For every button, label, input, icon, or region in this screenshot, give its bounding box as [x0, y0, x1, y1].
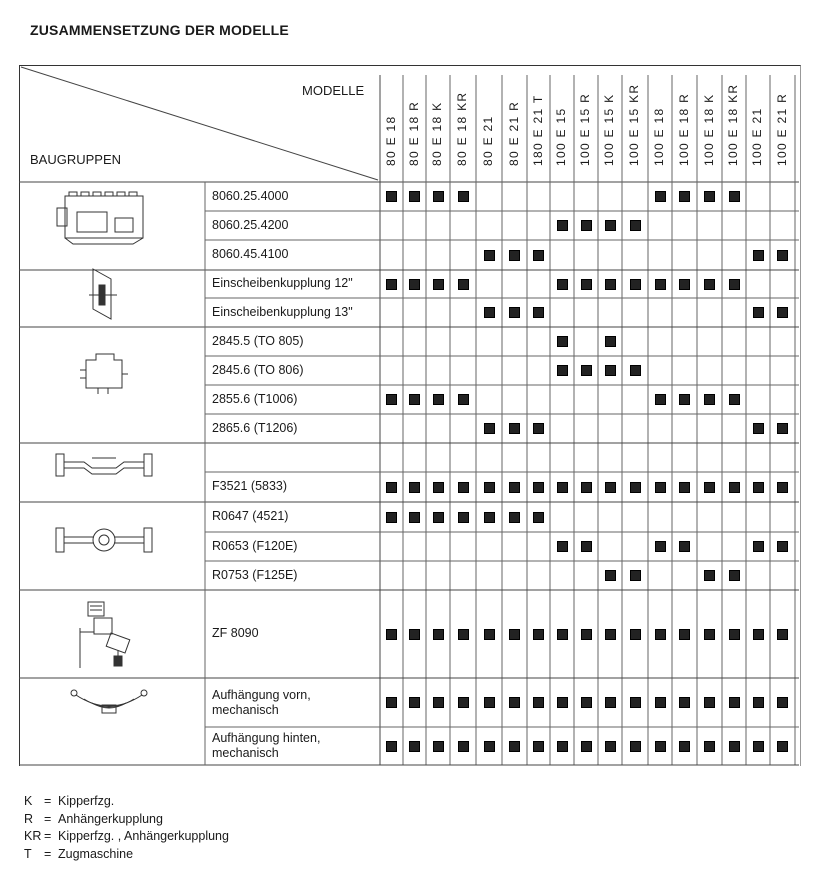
component-label: 8060.25.4000	[212, 188, 289, 203]
marker-square	[458, 629, 469, 640]
marker-square	[458, 279, 469, 290]
marker-square	[386, 191, 397, 202]
marker-square	[458, 512, 469, 523]
marker-square	[605, 365, 616, 376]
legend-equals: =	[44, 829, 52, 843]
model-header-label: 100 E 18 KR	[726, 83, 740, 166]
model-header-label: 80 E 18	[383, 115, 398, 166]
model-header-label: 180 E 21 T	[530, 94, 545, 166]
marker-square	[386, 512, 397, 523]
marker-square	[458, 741, 469, 752]
component-label: R0647 (4521)	[212, 509, 289, 523]
model-header	[770, 94, 795, 180]
marker-square	[581, 741, 592, 752]
marker-square	[704, 482, 715, 493]
marker-square	[679, 394, 690, 405]
marker-square	[704, 741, 715, 752]
component-label: Einscheibenkupplung 12"	[212, 276, 353, 290]
marker-square	[729, 697, 740, 708]
marker-square	[386, 697, 397, 708]
marker-square	[409, 394, 420, 405]
marker-square	[557, 629, 568, 640]
marker-square	[533, 629, 544, 640]
marker-square	[581, 697, 592, 708]
marker-square	[753, 629, 764, 640]
marker-square	[484, 423, 495, 434]
marker-square	[409, 629, 420, 640]
marker-square	[509, 482, 520, 493]
marker-square	[484, 741, 495, 752]
marker-square	[630, 741, 641, 752]
marker-square	[753, 482, 764, 493]
component-label: F3521 (5833)	[212, 479, 288, 493]
rear-axle-icon	[52, 520, 157, 560]
marker-square	[704, 394, 715, 405]
marker-square	[386, 394, 397, 405]
engine-icon	[55, 188, 150, 248]
component-label: Einscheibenkupplung 13"	[212, 304, 353, 319]
marker-square	[753, 741, 764, 752]
marker-square	[729, 191, 740, 202]
marker-square	[753, 250, 764, 261]
model-header-label: 80 E 18 KR	[455, 91, 469, 166]
marker-square	[630, 629, 641, 640]
marker-square	[557, 365, 568, 376]
marker-square	[605, 697, 616, 708]
marker-square	[557, 541, 568, 552]
models-header-label: MODELLE	[302, 83, 365, 98]
marker-square	[433, 279, 444, 290]
model-header	[476, 94, 502, 180]
marker-square	[533, 697, 544, 708]
model-header	[380, 94, 403, 180]
gearbox-icon	[78, 348, 130, 398]
marker-square	[533, 307, 544, 318]
legend-text: Kipperfzg.	[58, 794, 115, 808]
component-label: 8060.25.4200	[212, 217, 289, 232]
marker-square	[729, 570, 740, 581]
marker-square	[777, 741, 788, 752]
marker-square	[433, 394, 444, 405]
marker-square	[679, 279, 690, 290]
marker-square	[605, 220, 616, 231]
marker-square	[777, 307, 788, 318]
marker-square	[655, 394, 666, 405]
marker-square	[655, 741, 666, 752]
legend-equals: =	[44, 846, 52, 861]
marker-square	[679, 191, 690, 202]
model-header	[697, 94, 722, 180]
marker-square	[533, 423, 544, 434]
marker-square	[777, 541, 788, 552]
marker-square	[409, 512, 420, 523]
legend-equals: =	[44, 794, 52, 808]
marker-square	[630, 279, 641, 290]
model-header-label: 100 E 18 K	[701, 93, 716, 166]
leaf-spring-icon	[68, 685, 150, 717]
marker-square	[581, 220, 592, 231]
component-label: 2855.6 (T1006)	[212, 391, 298, 406]
marker-square	[630, 365, 641, 376]
marker-square	[655, 629, 666, 640]
groups-header-label: BAUGRUPPEN	[30, 152, 122, 167]
marker-square	[433, 697, 444, 708]
marker-square	[509, 512, 520, 523]
model-header	[426, 94, 450, 180]
legend-item	[24, 828, 229, 846]
marker-square	[704, 629, 715, 640]
model-header-label: 80 E 18 K	[430, 101, 444, 166]
marker-square	[581, 279, 592, 290]
marker-square	[557, 697, 568, 708]
marker-square	[509, 250, 520, 261]
marker-square	[777, 423, 788, 434]
marker-square	[557, 279, 568, 290]
marker-square	[605, 336, 616, 347]
marker-square	[704, 570, 715, 581]
model-header-label: 100 E 15	[554, 107, 568, 166]
component-label: 2865.6 (T1206)	[212, 420, 298, 435]
model-header-label: 100 E 18 R	[676, 92, 691, 166]
marker-square	[533, 512, 544, 523]
marker-square	[409, 741, 420, 752]
marker-square	[753, 423, 764, 434]
marker-square	[581, 365, 592, 376]
component-label: 8060.45.4100	[212, 247, 289, 261]
page-title: ZUSAMMENSETZUNG DER MODELLE	[30, 22, 289, 38]
model-header-label: 100 E 21 R	[774, 92, 789, 166]
marker-square	[458, 482, 469, 493]
legend-item	[24, 811, 229, 829]
marker-square	[484, 629, 495, 640]
marker-square	[458, 394, 469, 405]
model-header	[672, 94, 697, 180]
marker-square	[386, 629, 397, 640]
legend-key: T	[24, 846, 32, 861]
clutch-icon	[87, 265, 119, 323]
model-header	[722, 83, 746, 180]
legend-text: Zugmaschine	[58, 846, 134, 861]
marker-square	[557, 482, 568, 493]
marker-square	[777, 250, 788, 261]
legend-key: KR	[24, 829, 42, 843]
model-header-label: 100 E 15 R	[578, 92, 592, 166]
marker-square	[655, 482, 666, 493]
marker-square	[605, 629, 616, 640]
legend-key: R	[24, 811, 34, 826]
model-header	[550, 94, 574, 180]
steering-icon	[78, 598, 140, 670]
legend-item	[24, 846, 229, 864]
marker-square	[557, 741, 568, 752]
marker-square	[533, 741, 544, 752]
marker-square	[679, 697, 690, 708]
marker-square	[557, 220, 568, 231]
marker-square	[484, 697, 495, 708]
marker-square	[630, 697, 641, 708]
component-label: Aufhängung hinten, mechanisch	[212, 731, 321, 760]
marker-square	[679, 741, 690, 752]
model-header	[502, 94, 527, 180]
marker-square	[729, 741, 740, 752]
marker-square	[409, 482, 420, 493]
model-header-label: 100 E 15 K	[602, 93, 616, 166]
model-header-label: 80 E 21 R	[506, 100, 521, 166]
marker-square	[777, 697, 788, 708]
marker-square	[655, 191, 666, 202]
marker-square	[433, 482, 444, 493]
component-label: ZF 8090	[212, 626, 259, 640]
model-header-label: 100 E 18	[652, 107, 666, 166]
component-label: Aufhängung vorn, mechanisch	[212, 687, 311, 717]
marker-square	[433, 191, 444, 202]
legend-text: Kipperfzg. , Anhängerkupplung	[58, 829, 229, 843]
marker-square	[679, 629, 690, 640]
model-header	[648, 94, 672, 180]
marker-square	[729, 394, 740, 405]
marker-square	[386, 741, 397, 752]
component-label: 2845.6 (TO 806)	[212, 362, 304, 377]
marker-square	[630, 570, 641, 581]
model-header	[622, 83, 648, 180]
model-header-label: 100 E 21	[750, 107, 764, 166]
marker-square	[605, 482, 616, 493]
marker-square	[753, 541, 764, 552]
marker-square	[484, 512, 495, 523]
marker-square	[630, 482, 641, 493]
front-axle-icon	[52, 450, 157, 480]
marker-square	[581, 541, 592, 552]
model-header	[450, 91, 476, 180]
marker-square	[433, 512, 444, 523]
marker-square	[509, 741, 520, 752]
marker-square	[386, 279, 397, 290]
model-header	[746, 94, 770, 180]
model-header	[574, 94, 598, 180]
marker-square	[484, 307, 495, 318]
marker-square	[630, 220, 641, 231]
marker-square	[729, 629, 740, 640]
marker-square	[605, 279, 616, 290]
marker-square	[655, 697, 666, 708]
marker-square	[753, 697, 764, 708]
marker-square	[679, 541, 690, 552]
marker-square	[533, 482, 544, 493]
marker-square	[655, 279, 666, 290]
marker-square	[533, 250, 544, 261]
model-header	[403, 94, 426, 180]
model-header-label: 80 E 21	[481, 115, 495, 166]
marker-square	[704, 697, 715, 708]
legend	[24, 793, 229, 863]
marker-square	[581, 629, 592, 640]
marker-square	[409, 191, 420, 202]
marker-square	[729, 279, 740, 290]
marker-square	[458, 191, 469, 202]
marker-square	[753, 307, 764, 318]
marker-square	[386, 482, 397, 493]
marker-square	[704, 279, 715, 290]
marker-square	[509, 629, 520, 640]
marker-square	[777, 482, 788, 493]
marker-square	[484, 250, 495, 261]
marker-square	[409, 697, 420, 708]
model-header-label: 100 E 15 KR	[627, 83, 641, 166]
model-header	[527, 94, 550, 180]
legend-key: K	[24, 794, 33, 808]
marker-square	[581, 482, 592, 493]
marker-square	[509, 307, 520, 318]
marker-square	[777, 629, 788, 640]
marker-square	[509, 423, 520, 434]
marker-square	[655, 541, 666, 552]
component-label: R0653 (F120E)	[212, 538, 298, 553]
marker-square	[509, 697, 520, 708]
marker-square	[729, 482, 740, 493]
marker-square	[458, 697, 469, 708]
marker-square	[433, 741, 444, 752]
legend-equals: =	[44, 811, 52, 826]
component-label: 2845.5 (TO 805)	[212, 333, 304, 348]
legend-item	[24, 793, 229, 811]
marker-square	[704, 191, 715, 202]
component-label: R0753 (F125E)	[212, 567, 298, 582]
marker-square	[605, 570, 616, 581]
model-header	[598, 94, 622, 180]
marker-square	[484, 482, 495, 493]
marker-square	[557, 336, 568, 347]
marker-square	[433, 629, 444, 640]
marker-square	[679, 482, 690, 493]
model-header-label: 80 E 18 R	[406, 100, 421, 166]
marker-square	[605, 741, 616, 752]
legend-text: Anhängerkupplung	[58, 811, 163, 826]
marker-square	[409, 279, 420, 290]
